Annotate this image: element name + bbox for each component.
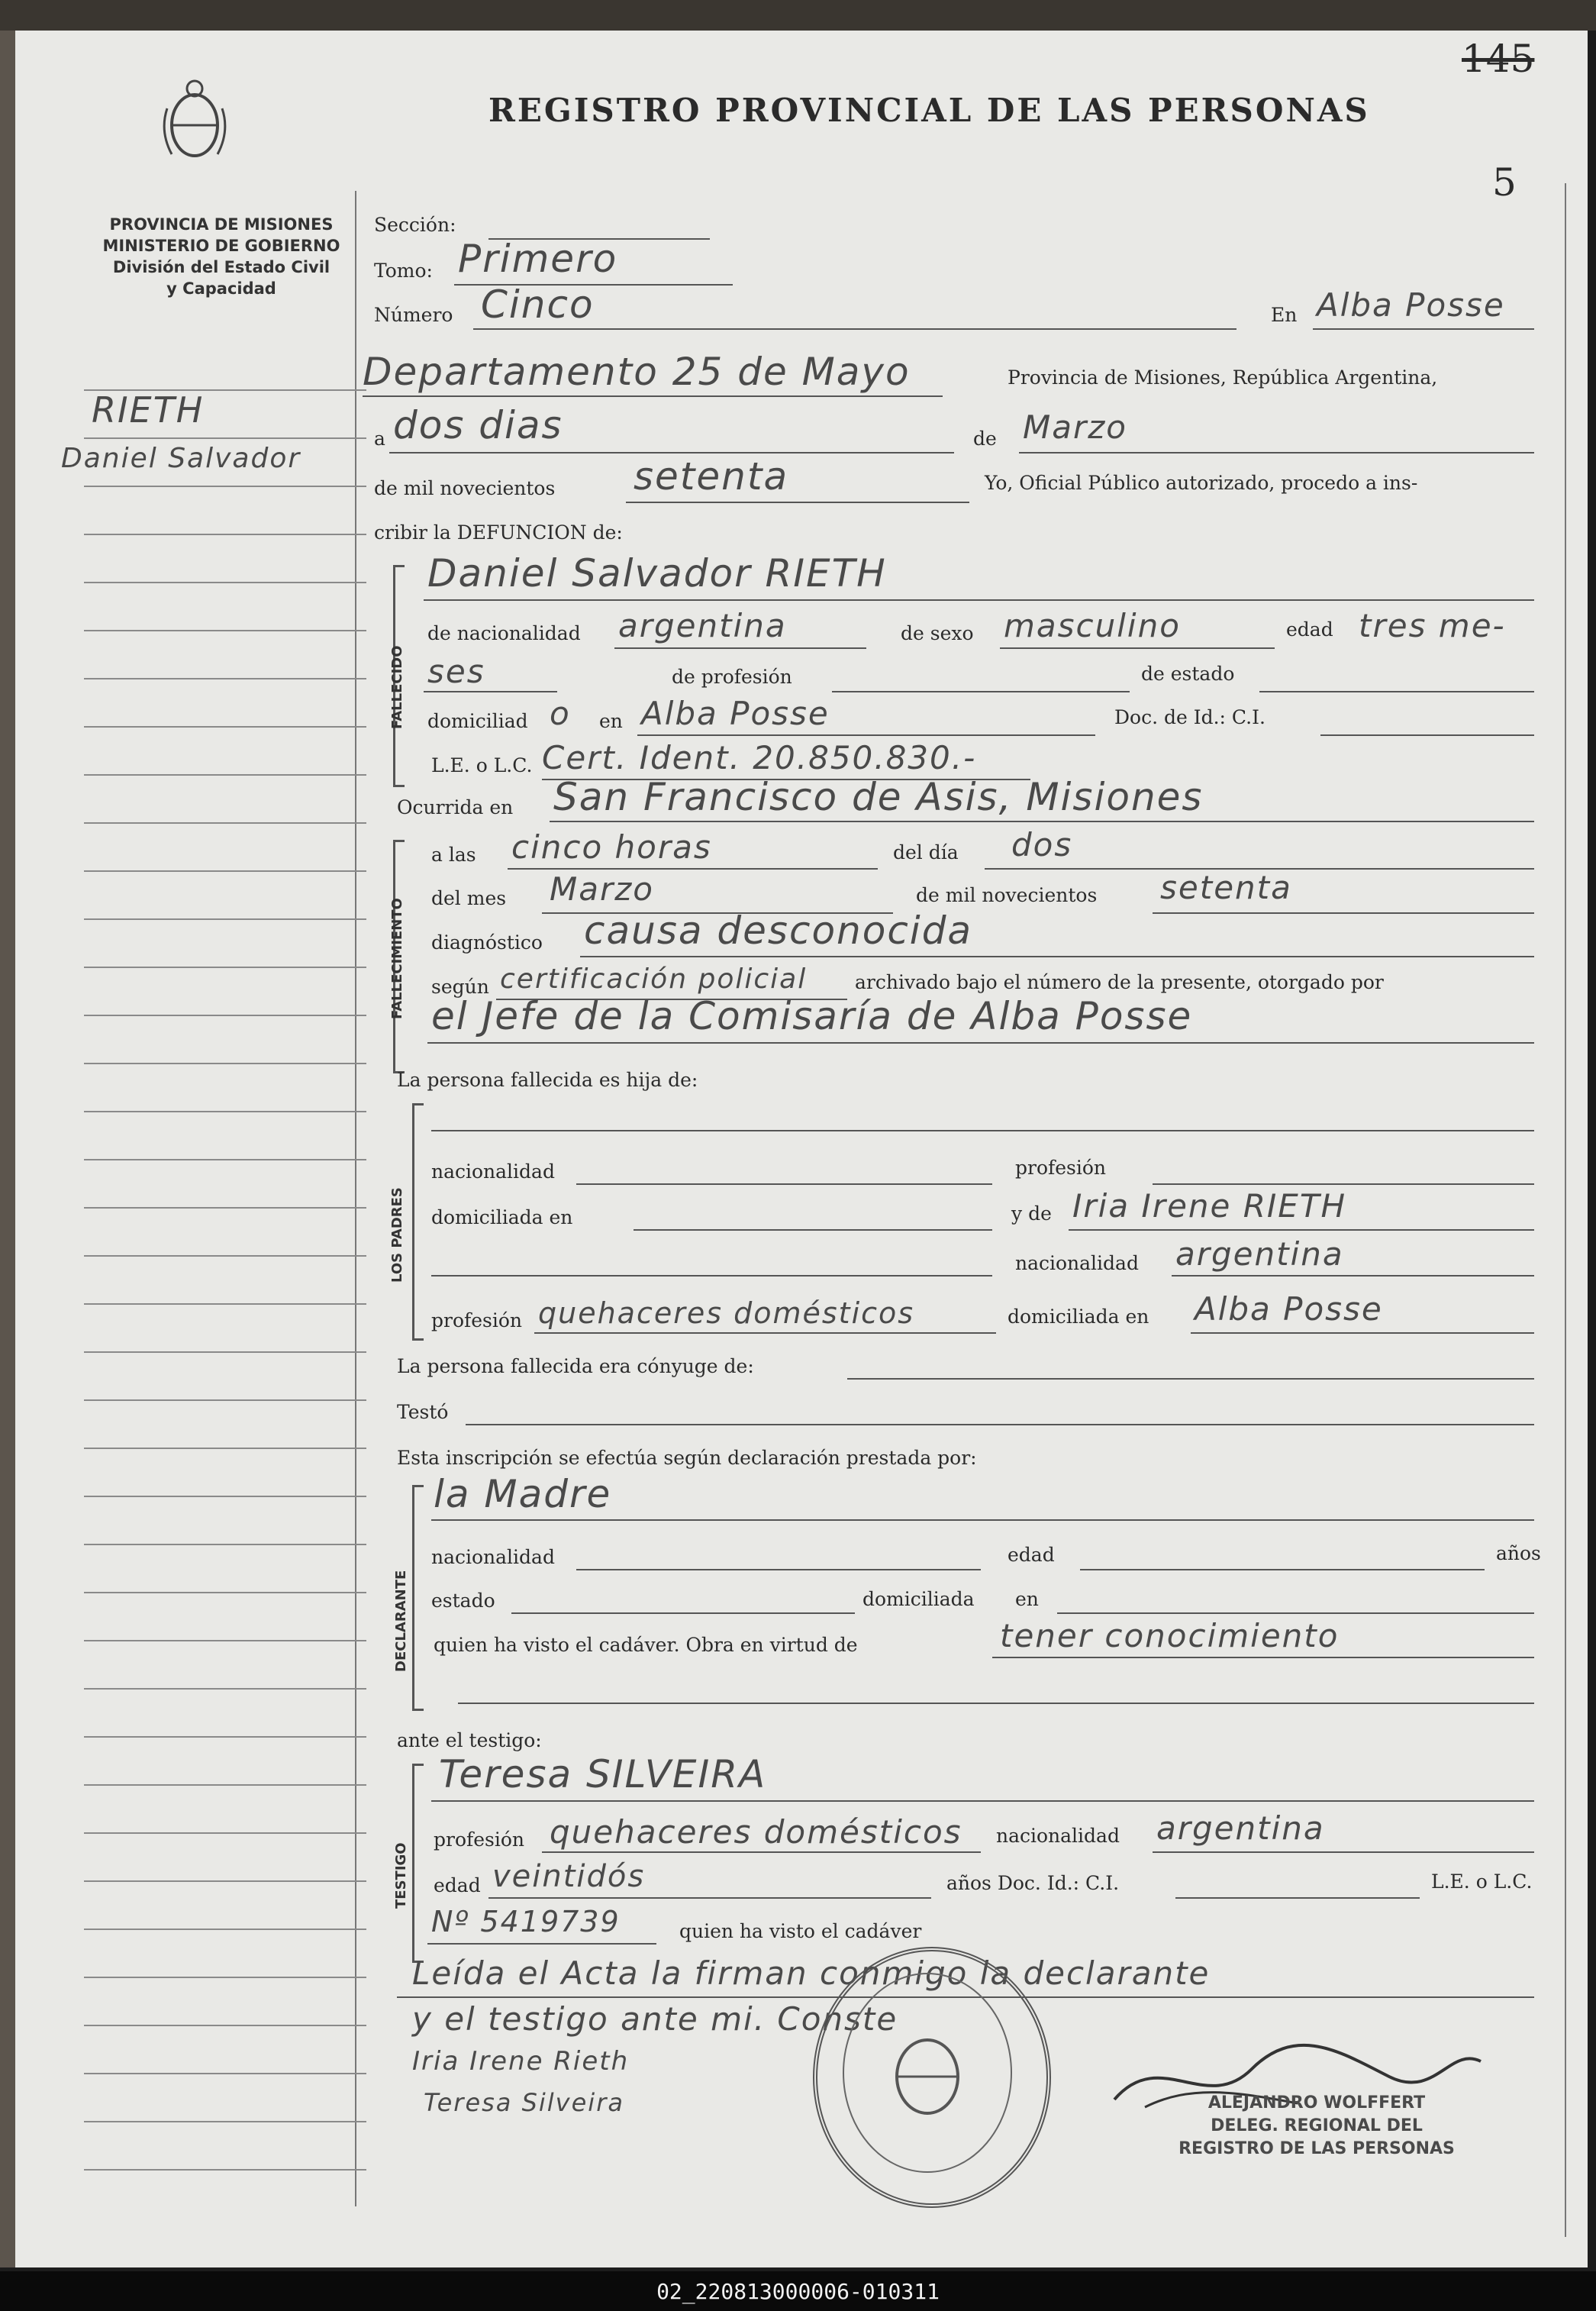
testigo-doc-value-line: [427, 1943, 656, 1945]
label-doc-id: Doc. de Id.: C.I.: [1114, 706, 1266, 728]
padres-bracket: [412, 1103, 424, 1341]
label-decl-visto: quien ha visto el cadáver. Obra en virtud de: [434, 1634, 858, 1656]
label-diagnostico: diagnóstico: [431, 931, 543, 954]
label-testo: Testó: [397, 1401, 449, 1423]
label-a-las: a las: [431, 844, 476, 866]
label-y-de: y de: [1011, 1202, 1052, 1225]
margin-ruled-line: [84, 582, 366, 583]
sexo-value: masculino: [1004, 607, 1181, 644]
label-hija-de: La persona fallecida es hija de:: [397, 1069, 698, 1091]
header-left: [76, 214, 366, 299]
tag-fallecido: FALLECIDO: [389, 645, 405, 729]
label-decl-anios: años: [1496, 1542, 1541, 1564]
margin-ruled-line: [84, 870, 366, 872]
right-border: [1565, 183, 1566, 2237]
margin-ruled-line: [84, 486, 366, 487]
label-decl-en: en: [1015, 1588, 1039, 1610]
madre-nacionalidad-value: argentina: [1175, 1235, 1344, 1273]
label-test-nacionalidad: nacionalidad: [996, 1825, 1120, 1847]
label-domiciliada-en: domiciliada en: [431, 1206, 573, 1228]
margin-ruled-line: [84, 2025, 366, 2026]
decl-domicilio-line: [1057, 1612, 1534, 1614]
padre-domicilio-line: [634, 1229, 992, 1231]
segun-value: certificación policial: [500, 963, 808, 995]
label-domiciliada-m: domiciliada en: [1008, 1306, 1149, 1328]
province-name: PROVINCIA DE MISIONES: [109, 215, 334, 234]
label-domiciliado: domiciliad: [427, 710, 528, 732]
departamento-value: Departamento 25 de Mayo: [363, 350, 911, 394]
margin-ruled-line: [84, 1496, 366, 1497]
tag-fallecimiento: FALLECIMIENTO: [389, 898, 405, 1019]
padre-nacionalidad-line: [576, 1183, 992, 1185]
testigo-nacionalidad-value: argentina: [1156, 1809, 1325, 1847]
label-decl-nacionalidad: nacionalidad: [431, 1546, 555, 1568]
tag-declarante: DECLARANTE: [393, 1570, 409, 1672]
margin-ruled-line: [84, 2073, 366, 2074]
margin-ruled-line: [84, 1351, 366, 1353]
testigo-doc-line: [1175, 1897, 1420, 1899]
decl-extra-line: [458, 1703, 1534, 1704]
label-estado-f: de estado: [1141, 663, 1235, 685]
binding-edge: [0, 31, 15, 2267]
page-number-crossed: 145: [1462, 37, 1535, 81]
tomo-value: Primero: [458, 237, 618, 281]
margin-ruled-line: [84, 1063, 366, 1064]
register-page: [15, 31, 1588, 2267]
margin-ruled-line: [84, 1399, 366, 1401]
testigo-nacionalidad-line: [1153, 1851, 1534, 1853]
label-provincia: Provincia de Misiones, República Argentina,: [1008, 366, 1438, 389]
label-test-anios-doc: años Doc. Id.: C.I.: [946, 1872, 1120, 1894]
fallecido-line: [424, 599, 1534, 601]
margin-ruled-line: [84, 1929, 366, 1930]
margin-ruled-line: [84, 678, 366, 679]
testigo-profesion-value: quehaceres domésticos: [550, 1813, 962, 1851]
official-name: ALEJANDRO WOLFFERT: [1207, 2093, 1426, 2112]
ministry-name: MINISTERIO DE GOBIERNO: [102, 237, 340, 255]
division-line2: y Capacidad: [166, 279, 276, 298]
margin-ruled-line: [84, 1111, 366, 1112]
dia-fall-value: dos: [1011, 826, 1073, 863]
testigo-line: [431, 1800, 1534, 1802]
division-line1: División del Estado Civil: [112, 258, 330, 276]
domicilio-value: Alba Posse: [641, 695, 830, 732]
decl-edad-line: [1080, 1569, 1485, 1570]
margin-ruled-line: [84, 822, 366, 824]
margin-ruled-line: [84, 1255, 366, 1257]
margin-ruled-line: [84, 1736, 366, 1738]
margin-ruled-line: [84, 1880, 366, 1882]
dia-line: [389, 452, 954, 453]
padre-profesion-line: [1153, 1183, 1534, 1185]
testigo-doc-value: Nº 5419739: [431, 1905, 621, 1938]
anio-line: [626, 502, 969, 503]
obra-virtud-line: [992, 1657, 1534, 1658]
label-decl-estado: estado: [431, 1590, 495, 1612]
margin-ruled-line: [84, 534, 366, 535]
padre-extra-line: [431, 1275, 992, 1277]
ocurrida-value: San Francisco de Asis, Misiones: [553, 775, 1204, 819]
official-stamp-text: [1141, 2092, 1492, 2161]
edad2-line: [424, 691, 557, 692]
nacionalidad-line: [614, 647, 866, 649]
label-archivado: archivado bajo el número de la presente, otorgado por: [855, 971, 1384, 993]
margin-ruled-line: [84, 774, 366, 776]
margin-ruled-line: [84, 726, 366, 728]
testo-line: [466, 1424, 1534, 1425]
closing-line-1: Leída el Acta la firman conmigo la declarante: [412, 1954, 1211, 1992]
label-del-mes: del mes: [431, 887, 507, 909]
declarante-value: la Madre: [434, 1472, 612, 1516]
lugar-line: [1313, 328, 1534, 330]
margin-ruled-line: [84, 437, 366, 439]
padre-line: [431, 1130, 1534, 1131]
label-decl-domiciliada: domiciliada: [862, 1588, 975, 1610]
label-a: a: [374, 428, 385, 450]
numero-value: Cinco: [481, 282, 595, 327]
conyuge-line: [847, 1378, 1534, 1380]
label-conyuge: La persona fallecida era cónyuge de:: [397, 1355, 754, 1377]
margin-ruled-line: [84, 1640, 366, 1641]
signature-declarante: Iria Irene Rieth: [412, 2046, 630, 2077]
official-title-1: DELEG. REGIONAL DEL: [1211, 2116, 1423, 2135]
signature-testigo: Teresa Silveira: [424, 2088, 624, 2117]
label-test-profesion: profesión: [434, 1828, 525, 1851]
label-nacionalidad-p: nacionalidad: [431, 1160, 555, 1183]
label-ante-testigo: ante el testigo:: [397, 1729, 542, 1751]
fallecido-nombre: Daniel Salvador RIETH: [427, 551, 887, 596]
margin-ruled-line: [84, 918, 366, 920]
decl-estado-line: [511, 1612, 855, 1614]
madre-profesion-line: [534, 1332, 996, 1334]
numero-line: [473, 328, 1236, 330]
profesion-line: [832, 691, 1130, 692]
label-segun: según: [431, 976, 489, 998]
label-test-le-lc: L.E. o L.C.: [1431, 1870, 1533, 1893]
margin-ruled-line: [84, 1448, 366, 1449]
label-decl-edad: edad: [1008, 1544, 1055, 1566]
sexo-line: [1000, 647, 1275, 649]
dia-value: dos dias: [393, 403, 563, 447]
domicilio-suffix: o: [550, 695, 571, 732]
label-test-visto: quien ha visto el cadáver: [679, 1920, 922, 1942]
testigo-value: Teresa SILVEIRA: [439, 1752, 767, 1796]
label-ocurrida: Ocurrida en: [397, 796, 514, 818]
official-title-2: REGISTRO DE LAS PERSONAS: [1178, 2139, 1455, 2158]
margin-ruled-line: [84, 1784, 366, 1786]
mes-fall-value: Marzo: [550, 870, 654, 908]
background-top: [0, 0, 1596, 31]
label-profesion-m: profesión: [431, 1309, 523, 1331]
margin-ruled-line: [84, 2169, 366, 2171]
label-sexo: de sexo: [901, 622, 974, 644]
anio-fall-value: setenta: [1160, 869, 1292, 906]
margin-ruled-line: [84, 967, 366, 968]
margin-surname: RIETH: [92, 389, 205, 431]
tag-testigo: TESTIGO: [393, 1842, 409, 1909]
label-en-f: en: [599, 710, 623, 732]
label-edad-f: edad: [1286, 618, 1333, 641]
image-caption: 02_220813000006-010311: [0, 2271, 1596, 2311]
page-number: 5: [1492, 160, 1517, 205]
testigo-bracket: [412, 1764, 424, 1963]
testigo-edad-line: [488, 1897, 931, 1899]
edad-value-1: tres me-: [1359, 607, 1506, 644]
madre-domicilio-line: [1191, 1332, 1534, 1334]
margin-given-names: Daniel Salvador: [61, 443, 301, 474]
label-test-edad: edad: [434, 1874, 481, 1896]
anio-value: setenta: [634, 454, 789, 499]
madre-value: Iria Irene RIETH: [1072, 1187, 1347, 1225]
label-en: En: [1271, 304, 1298, 326]
madre-profesion-value: quehaceres domésticos: [538, 1296, 915, 1330]
diagnostico-line: [580, 956, 1534, 957]
label-numero: Número: [374, 304, 453, 326]
label-nacionalidad-f: de nacionalidad: [427, 622, 581, 644]
testigo-profesion-line: [542, 1851, 981, 1853]
label-le-lc: L.E. o L.C.: [431, 754, 533, 776]
page-title: REGISTRO PROVINCIAL DE LAS PERSONAS: [488, 92, 1370, 129]
label-nacionalidad-m: nacionalidad: [1015, 1252, 1139, 1274]
margin-divider: [355, 191, 356, 2206]
label-de-mil-novecientos: de mil novecientos: [374, 477, 556, 499]
decl-nacionalidad-line: [576, 1569, 981, 1570]
margin-ruled-line: [84, 1159, 366, 1160]
seal-emblem-icon: [813, 1947, 1042, 2199]
label-seccion: Sección:: [374, 214, 456, 236]
ocurrida-line: [550, 821, 1534, 822]
label-mil-novecientos-fall: de mil novecientos: [916, 884, 1098, 906]
declarante-line: [431, 1519, 1534, 1521]
label-del-dia: del día: [893, 841, 959, 863]
label-cribir: cribir la DEFUNCION de:: [374, 521, 623, 544]
documento-value: Cert. Ident. 20.850.830.-: [542, 739, 977, 776]
diagnostico-value: causa desconocida: [584, 909, 973, 953]
testigo-edad-value: veintidós: [492, 1859, 646, 1894]
margin-ruled-line: [84, 1688, 366, 1690]
label-profesion-p: profesión: [1015, 1157, 1107, 1179]
label-yo-oficial: Yo, Oficial Público autorizado, procedo a ins-: [985, 472, 1418, 494]
margin-ruled-line: [84, 1832, 366, 1834]
mes-value: Marzo: [1023, 408, 1127, 446]
margin-ruled-line: [84, 630, 366, 631]
anio-fall-line: [1153, 912, 1534, 914]
margin-ruled-line: [84, 1977, 366, 1978]
declarante-bracket: [412, 1485, 424, 1711]
estado-line: [1259, 691, 1534, 692]
margin-ruled-line: [84, 1544, 366, 1545]
label-declaracion: Esta inscripción se efectúa según declaración prestada por:: [397, 1447, 977, 1469]
madre-nacionalidad-line: [1172, 1275, 1534, 1277]
margin-ruled-line: [84, 389, 366, 391]
coat-of-arms-icon: [156, 78, 233, 166]
nacionalidad-value: argentina: [618, 607, 787, 644]
tag-padres: LOS PADRES: [389, 1187, 405, 1283]
label-tomo: Tomo:: [374, 260, 433, 282]
madre-line: [1069, 1229, 1534, 1231]
official-seal: [813, 1947, 1051, 2208]
madre-domicilio-value: Alba Posse: [1195, 1290, 1383, 1328]
hora-value: cinco horas: [511, 828, 712, 866]
hora-line: [508, 868, 878, 870]
margin-ruled-line: [84, 1015, 366, 1016]
mes-line: [1019, 452, 1534, 453]
margin-ruled-line: [84, 1303, 366, 1305]
margin-ruled-line: [84, 1207, 366, 1209]
edad-value-2: ses: [427, 653, 485, 690]
label-de: de: [973, 428, 997, 450]
domicilio-line: [637, 734, 1095, 736]
label-profesion-f: de profesión: [672, 666, 792, 688]
closing-line-2: y el testigo ante mi. Conste: [412, 2000, 898, 2038]
departamento-line: [363, 395, 943, 397]
margin-ruled-line: [84, 1592, 366, 1593]
margin-ruled-line: [84, 2121, 366, 2122]
obra-virtud-value: tener conocimiento: [1000, 1617, 1340, 1654]
otorgado-value: el Jefe de la Comisaría de Alba Posse: [431, 994, 1193, 1038]
otorgado-line: [427, 1042, 1534, 1044]
doc-id-line: [1320, 734, 1534, 736]
lugar-value: Alba Posse: [1317, 286, 1505, 324]
